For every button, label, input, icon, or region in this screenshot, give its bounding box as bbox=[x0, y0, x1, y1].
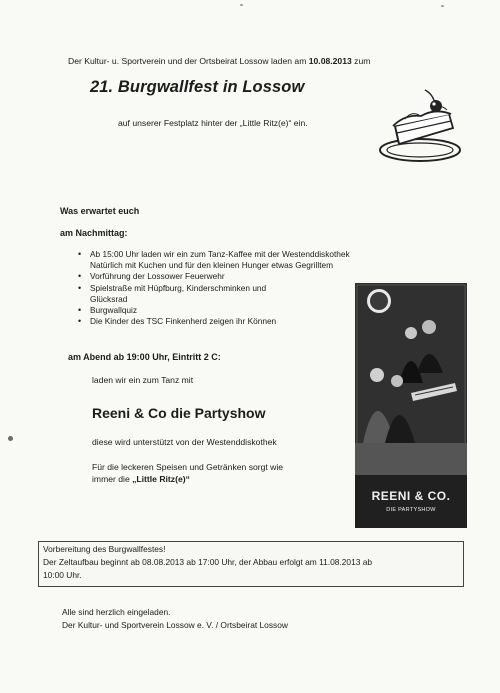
food-line-2-prefix: immer die bbox=[92, 474, 133, 484]
list-item-continued: Natürlich mit Kuchen und für den kleinen Hunger etwas Gegrilltem bbox=[90, 260, 334, 271]
intro-line bbox=[68, 56, 370, 66]
band-name: Reeni & Co die Partyshow bbox=[92, 405, 266, 421]
scan-mark bbox=[8, 436, 13, 441]
closing-line-1: Alle sind herzlich eingeladen. bbox=[62, 607, 171, 617]
closing-line-2: Der Kultur- und Sportverein Lossow e. V. / Ortsbeirat Lossow bbox=[62, 620, 288, 630]
cake-illustration bbox=[375, 86, 465, 166]
scan-mark bbox=[441, 5, 444, 7]
support-line: diese wird unterstützt von der Westenddiskothek bbox=[92, 437, 277, 447]
intro-text-before: Der Kultur- u. Sportverein und der Ortsbeirat Lossow laden am bbox=[68, 56, 309, 66]
evening-heading: am Abend ab 19:00 Uhr, Eintritt 2 C: bbox=[68, 352, 221, 362]
list-item: • Vorführung der Lossower Feuerwehr bbox=[76, 271, 350, 282]
evening-invite: laden wir ein zum Tanz mit bbox=[92, 375, 194, 385]
notice-line-2: Der Zeltaufbau beginnt ab 08.08.2013 ab 17:00 Uhr, der Abbau erfolgt am 11.08.2013 ab bbox=[43, 557, 373, 567]
poster-logo: REENI & CO. bbox=[371, 489, 451, 503]
notice-line-3: 10:00 Uhr. bbox=[43, 570, 82, 580]
list-item: • Ab 15:00 Uhr laden wir ein zum Tanz-Kaffee mit der Westenddiskothek bbox=[76, 249, 350, 260]
event-date: 10.08.2013 bbox=[308, 56, 352, 66]
afternoon-heading: am Nachmittag: bbox=[60, 228, 128, 238]
list-item: • Die Kinder des TSC Finkenherd zeigen ihr Können bbox=[76, 316, 350, 327]
band-poster-image bbox=[355, 283, 467, 528]
what-heading: Was erwartet euch bbox=[60, 206, 140, 216]
list-item: • Spielstraße mit Hüpfburg, Kinderschminken und bbox=[76, 283, 350, 294]
event-subtitle: auf unserer Festplatz hinter der „Little Ritz(e)“ ein. bbox=[118, 118, 308, 128]
scan-mark bbox=[240, 4, 243, 6]
event-title: 21. Burgwallfest in Lossow bbox=[90, 78, 305, 96]
afternoon-list bbox=[76, 249, 350, 327]
list-item: • Burgwallquiz bbox=[76, 305, 350, 316]
food-line-2 bbox=[92, 474, 190, 484]
notice-box bbox=[38, 541, 464, 587]
notice-title: Vorbereitung des Burgwallfestes! bbox=[43, 544, 166, 554]
little-ritz-name: „Little Ritz(e)“ bbox=[132, 474, 190, 484]
intro-text-after: zum bbox=[351, 56, 371, 66]
poster-tagline: DIE PARTYSHOW bbox=[386, 507, 436, 513]
food-line-1: Für die leckeren Speisen und Getränken sorgt wie bbox=[92, 462, 284, 472]
list-item-continued: Glücksrad bbox=[90, 293, 128, 304]
